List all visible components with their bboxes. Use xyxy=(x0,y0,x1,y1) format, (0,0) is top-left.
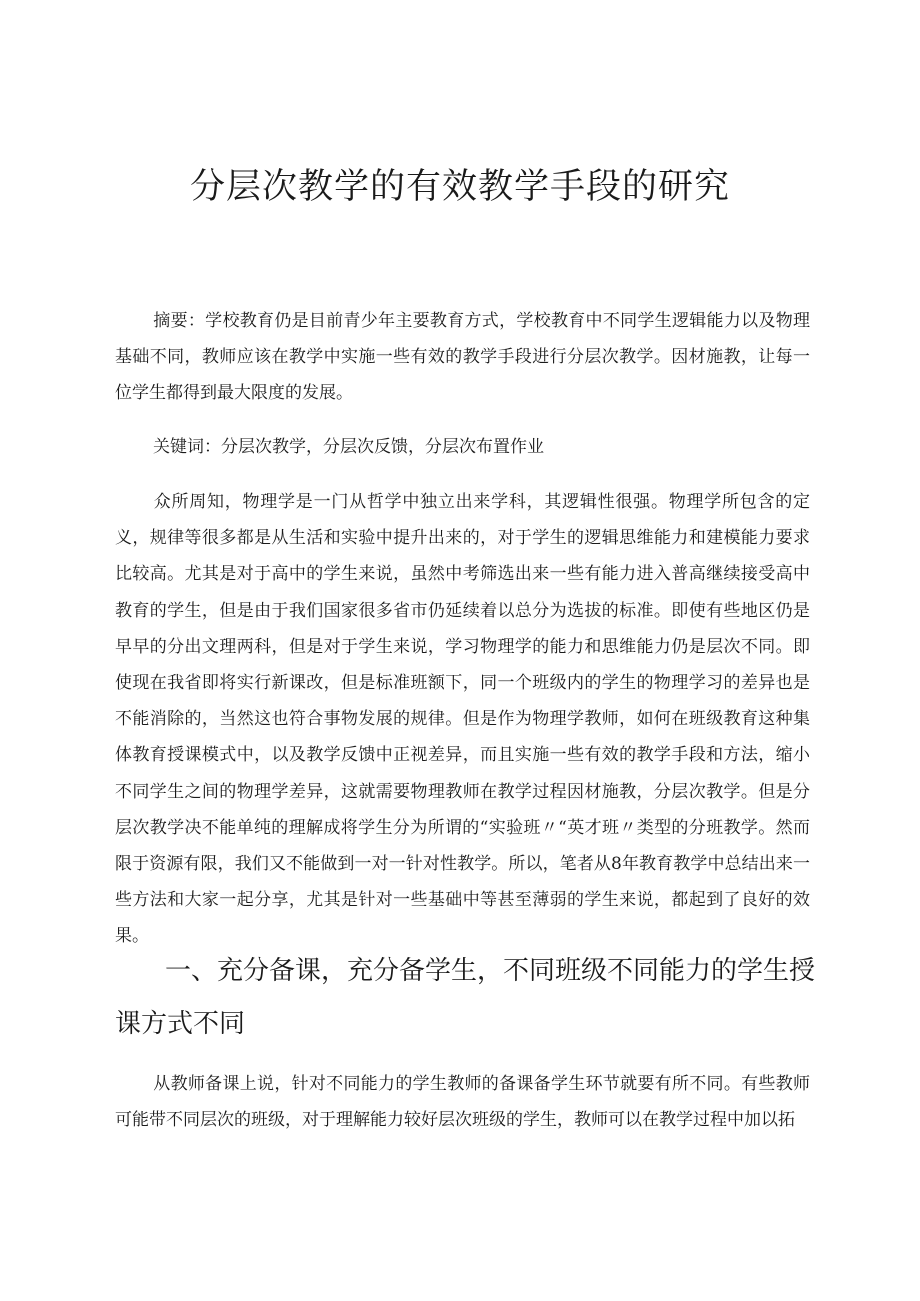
intro-paragraph xyxy=(115,484,810,955)
section-paragraph xyxy=(115,1066,810,1138)
section-heading-text: 一、充分备课，充分备学生，不同班级不同能力的学生授课方式不同 xyxy=(115,956,816,1039)
keywords-text: 关键词：分层次教学，分层次反馈，分层次布置作业 xyxy=(153,437,544,457)
document-title: 分层次教学的有效教学手段的研究 xyxy=(189,167,730,207)
section-heading xyxy=(115,945,815,1051)
abstract-paragraph xyxy=(115,303,810,412)
abstract-text: 摘要：学校教育仍是目前青少年主要教育方式，学校教育中不同学生逻辑能力以及物理基础不同，教师应该在教学中实施一些有效的教学手段进行分层次教学。因材施教，让每一位学生都得到最大限度的发展。 xyxy=(115,311,810,404)
keywords-paragraph xyxy=(115,429,810,465)
intro-text: 众所周知，物理学是一门从哲学中独立出来学科，其逻辑性很强。物理学所包含的定义，规律等很多都是从生活和实验中提升出来的，对于学生的逻辑思维能力和建模能力要求比较高。尤其是对于高中的学生来说，虽然中考筛选出来一些有能力进入普高继续接受高中教育的学生，但是由于我们国家很多省市仍延续着以总分为选拔的标准。即使有些地区仍是早早的分出文理两科，但是对于学生来说，学习物理学的能力和思维能力仍是层次不同。即使现在我省即将实行新课改，但是标准班额下，同一个班级内的学生的物理学习的差异也是不能消除的，当然这也符合事物发展的规律。但是作为物理学教师，如何在班级教育这种集体教育授课模式中，以及教学反馈中正视差异，而且实施一些有效的教学手段和方法，缩小不同学生之间的物理学差异，这就需要物理教师在教学过程因材施教，分层次教学。但是分层次教学决不能单纯的理解成将学生分为所谓的“实验班〃“英才班〃类型的分班教学。然而限于资源有限，我们又不能做到一对一针对性教学。所以，笔者从8年教育教学中总结出来一些方法和大家一起分享，尤其是针对一些基础中等甚至薄弱的学生来说，都起到了良好的效果。 xyxy=(115,492,810,947)
section-text: 从教师备课上说，针对不同能力的学生教师的备课备学生环节就要有所不同。有些教师可能带不同层次的班级，对于理解能力较好层次班级的学生，教师可以在教学过程中加以拓 xyxy=(115,1074,810,1131)
